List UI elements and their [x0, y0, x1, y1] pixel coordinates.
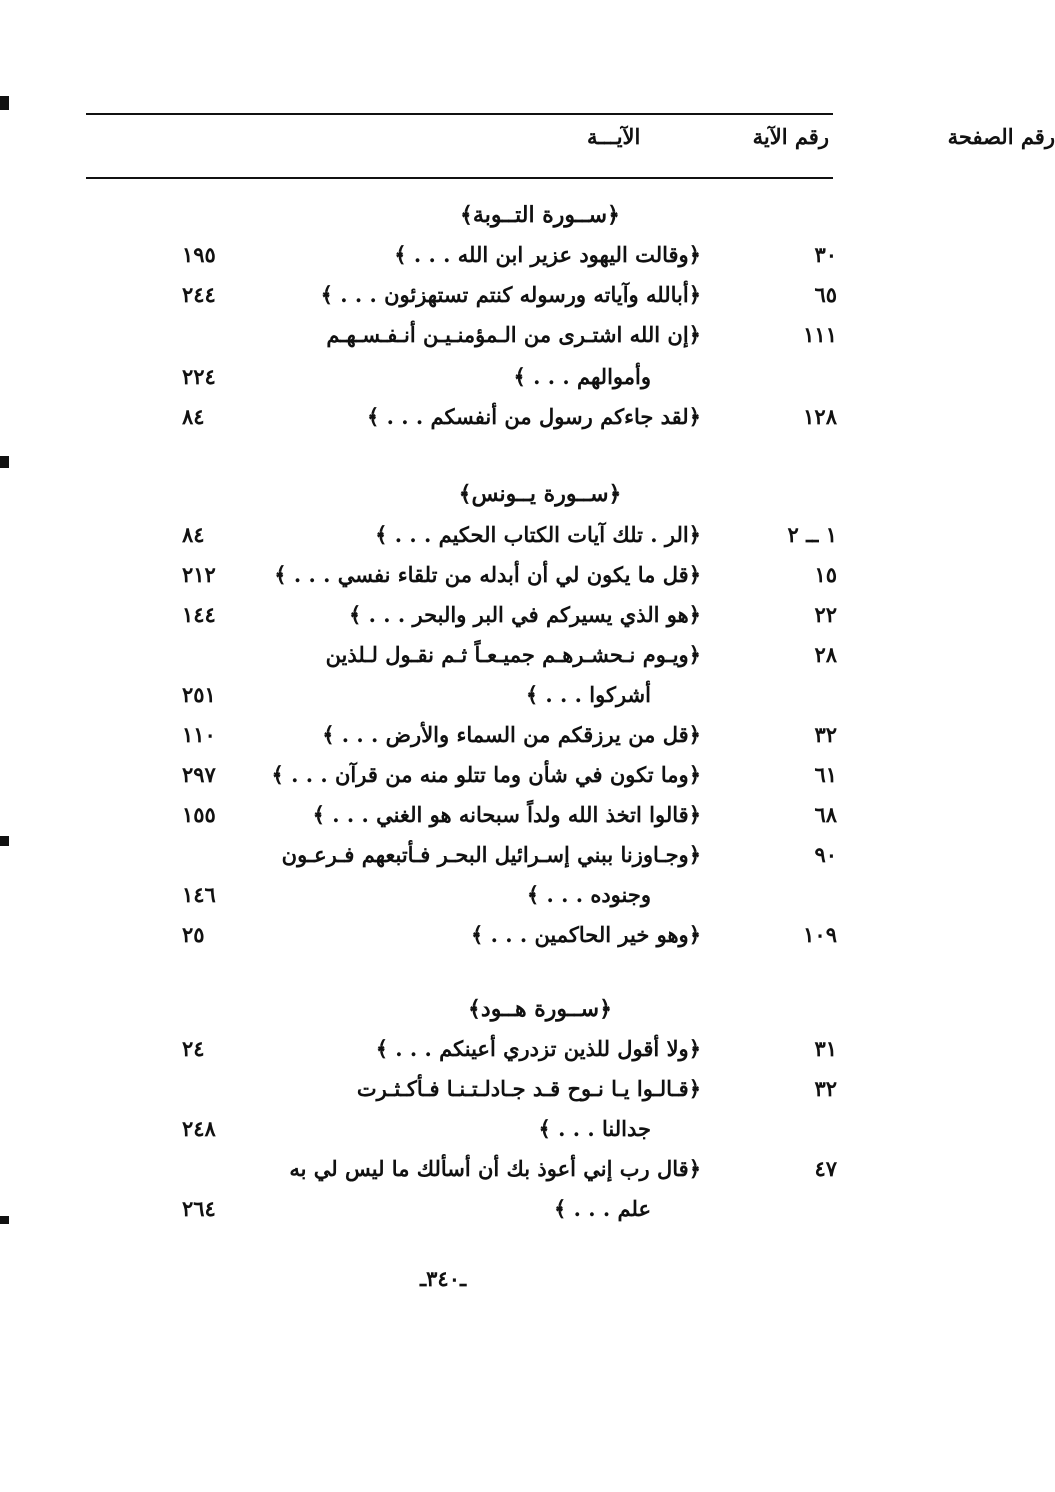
surah-title: ﴿ســورة يــونس﴾: [458, 481, 622, 507]
ayah-number: ٣٢: [814, 1076, 837, 1101]
ayah-number: ٢٨: [814, 642, 837, 667]
index-row: [0, 1156, 941, 1196]
ayah-text: ﴿قل من يرزقكم من السماء والأرض . . . ﴾: [322, 722, 701, 747]
ayah-text: ﴿وقالت اليهود عزير ابن الله . . . ﴾: [394, 242, 701, 267]
index-row: [0, 282, 941, 322]
ayah-text: ﴿ويـوم نـحشـرهـم جميـعـاً ثـم نقـول لـلذين: [325, 642, 701, 667]
surah-title: ﴿ســورة هــود﴾: [468, 996, 612, 1022]
index-row: [0, 1196, 941, 1236]
ayah-text: ﴿إن الله اشتـرى من الـمؤمنـيـن أنـفـسـهـم: [326, 322, 701, 347]
ayah-number: ٢٢: [814, 602, 837, 627]
index-row: [0, 882, 941, 922]
index-row: [0, 322, 941, 362]
ayah-number: ٦٨: [814, 802, 837, 827]
surah-title: ﴿ســورة التــوبة﴾: [460, 202, 620, 228]
index-row: [0, 602, 941, 642]
index-row: [0, 1076, 941, 1116]
page-number: ٢٥١: [182, 682, 216, 707]
ayah-text: ﴿الر . تلك آيات الكتاب الحكيم . . . ﴾: [375, 522, 701, 547]
ayah-number: ١١١: [803, 322, 837, 347]
ayah-text: علم . . . ﴾: [554, 1196, 651, 1221]
index-row: [0, 522, 941, 562]
ayah-number: ١ ــ ٢: [787, 522, 837, 547]
ayah-text: ﴿قالوا اتخذ الله ولداً سبحانه هو الغني . . . ﴾: [312, 802, 701, 827]
ayah-text: وأموالهم . . . ﴾: [513, 364, 651, 389]
index-row: [0, 722, 941, 762]
index-row: [0, 1116, 941, 1156]
index-row: [0, 642, 941, 682]
ayah-text: جدالنا . . . ﴾: [538, 1116, 651, 1141]
ayah-number-heading: رقم الآية: [752, 124, 829, 149]
page-number: ٢٢٤: [182, 364, 216, 389]
ayah-heading: الآيـــة: [587, 124, 641, 149]
scan-edge-mark: [0, 1216, 9, 1224]
index-row: [0, 842, 941, 882]
scan-edge-mark: [0, 836, 9, 846]
ayah-text: ﴿قال رب إني أعوذ بك أن أسألك ما ليس لي به: [289, 1156, 701, 1181]
ayah-number: ١٠٩: [803, 922, 837, 947]
page-number: ٢٥: [182, 922, 205, 947]
index-row: [0, 762, 941, 802]
index-row: [0, 682, 941, 722]
ayah-text: ﴿ولا أقول للذين تزدري أعينكم . . . ﴾: [375, 1036, 701, 1061]
ayah-number: ١٥: [814, 562, 837, 587]
ayah-number: ٩٠: [814, 842, 837, 867]
header-top-rule: [86, 113, 833, 115]
ayah-text: ﴿قل ما يكون لي أن أبدله من تلقاء نفسي . . . ﴾: [274, 562, 701, 587]
ayah-text: ﴿لقد جاءكم رسول من أنفسكم . . . ﴾: [367, 404, 701, 429]
page-number: ١٤٦: [182, 882, 216, 907]
ayah-number: ١٢٨: [803, 404, 837, 429]
ayah-text: ﴿وما تكون في شأن وما تتلو منه من قرآن . . . ﴾: [271, 762, 701, 787]
scan-edge-mark: [0, 456, 9, 468]
page-number: ١٩٥: [182, 242, 216, 267]
index-row: [0, 1036, 941, 1076]
ayah-text: ﴿وهو خير الحاكمين . . . ﴾: [470, 922, 701, 947]
ayah-text: ﴿وجـاوزنا ببني إسـرائيل البحـر فـأتبعهم فـرعـون: [281, 842, 701, 867]
ayah-text: أشركوا . . . ﴾: [525, 682, 651, 707]
page-number: ٨٤: [182, 404, 205, 429]
ayah-number: ٦١: [814, 762, 837, 787]
ayah-number: ٣٠: [814, 242, 837, 267]
page-number: ١٥٥: [182, 802, 216, 827]
page-number: ٢٤٨: [182, 1116, 216, 1141]
page-number: ٢٦٤: [182, 1196, 216, 1221]
ayah-text: ﴿أبالله وآياته ورسوله كنتم تستهزئون . . . ﴾: [320, 282, 701, 307]
index-row: [0, 404, 941, 444]
ayah-number: ٤٧: [814, 1156, 837, 1181]
page-number: ٢٩٧: [182, 762, 216, 787]
ayah-number: ٣١: [814, 1036, 837, 1061]
page-number-heading: رقم الصفحة: [947, 124, 1055, 149]
ayah-text: وجنوده . . . ﴾: [526, 882, 651, 907]
index-row: [0, 802, 941, 842]
index-row: [0, 562, 941, 602]
page-number: ٢١٢: [182, 562, 216, 587]
page-number: ٢٤: [182, 1036, 205, 1061]
scan-edge-mark: [0, 96, 9, 110]
ayah-text: ﴿هو الذي يسيركم في البر والبحر . . . ﴾: [349, 602, 701, 627]
index-row: [0, 242, 941, 282]
header-bottom-rule: [86, 177, 833, 179]
page-number: ٢٤٤: [182, 282, 216, 307]
ayah-number: ٦٥: [814, 282, 837, 307]
page-number: ٨٤: [182, 522, 205, 547]
page-footer-number: ـ٣٤٠ـ: [420, 1266, 467, 1291]
ayah-number: ٣٢: [814, 722, 837, 747]
index-row: [0, 364, 941, 404]
page-number: ١١٠: [182, 722, 216, 747]
index-row: [0, 922, 941, 962]
ayah-text: ﴿قـالـوا يـا نـوح قـد جـادلـتـنـا فـأكـثـرت: [356, 1076, 701, 1101]
page-number: ١٤٤: [182, 602, 216, 627]
